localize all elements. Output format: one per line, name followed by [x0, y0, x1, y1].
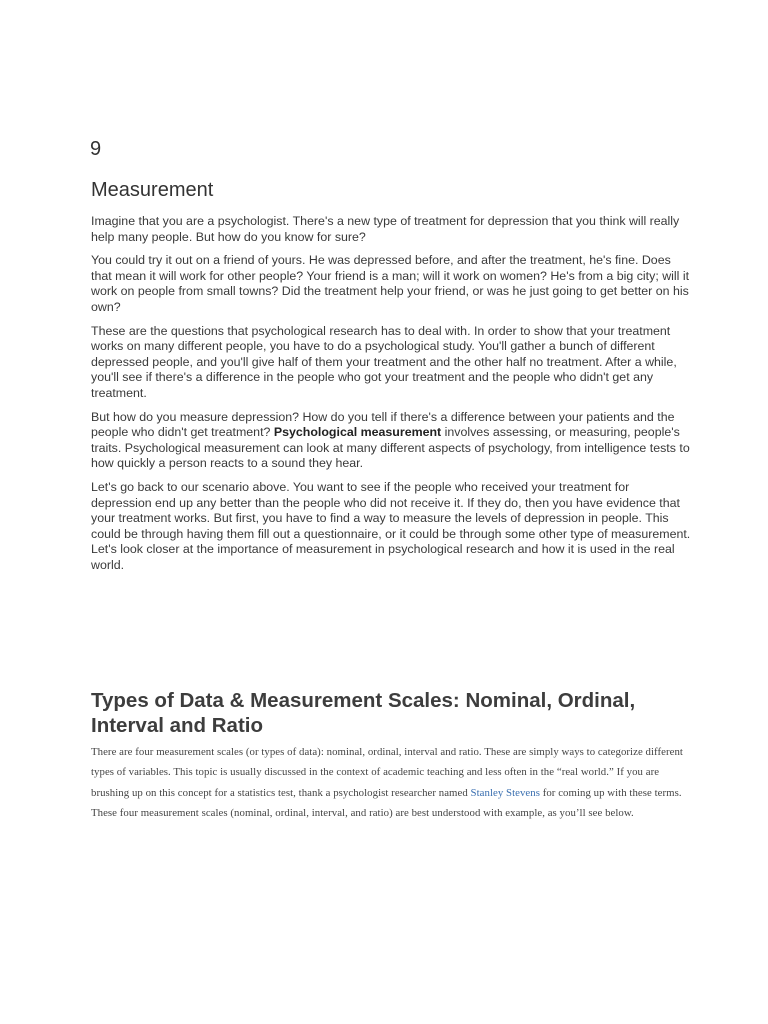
section-heading-types-of-data: Types of Data & Measurement Scales: Nominal, Ordinal, Interval and Ratio — [91, 689, 636, 737]
paragraph-2: You could try it out on a friend of yours. He was depressed before, and after the treatment, he's fine. Does that mean it will work for other people? Your friend is a man; will it work on women? He's from a big city; will it work on people from small towns? Did the treatment help your friend, or was he just going to get better on his own? — [91, 253, 690, 314]
measurement-body — [91, 214, 691, 581]
types-body-text-start: There are four measurement scales (or types of data): nominal, ordinal, interval and ratio. These are simply ways to categorize different types of variables. This topic is usually discussed in the context of academic teaching and less often in the “real world.” If you are brushing up on this concept for a statistics test, thank a psychologist researcher named — [91, 746, 683, 799]
stanley-stevens-link[interactable]: Stanley Stevens — [470, 786, 540, 799]
psychological-measurement-term: Psychological measurement — [273, 425, 442, 440]
types-body — [91, 742, 691, 824]
paragraph-3: These are the questions that psychological research has to deal with. In order to show that your treatment works on many different people, you have to do a psychological study. You'll gather a bunch of different depressed people, and you'll give half of them your treatment and the other half no treatment. After a while, you'll see if there's a difference in the people who got your treatment and the people who didn't get any treatment. — [91, 323, 677, 400]
paragraph-5: Let's go back to our scenario above. You want to see if the people who received your treatment for depression end up any better than the people who did not receive it. If they do, then you have evidence that your treatment works. But first, you have to find a way to measure the levels of depression in people. This could be through having them fill out a questionnaire, or it could be through some other type of measurement. Let's look closer at the importance of measurement in psychological research and how it is used in the real world. — [91, 479, 691, 572]
paragraph-1: Imagine that you are a psychologist. There's a new type of treatment for depression that you think will really help many people. But how do you know for sure? — [91, 214, 680, 244]
section-heading-measurement: Measurement — [91, 179, 214, 201]
page-number: 9 — [90, 138, 102, 160]
paragraph-4 — [91, 410, 691, 472]
paragraph-4-text-start: But how do you measure depression? How do you tell if there's a difference between your patients and the people who didn't get treatment? — [91, 409, 675, 440]
paragraph-4-text-end: involves assessing, or measuring, people's traits. Psychological measurement can look at many different aspects of psychology, from intelligence tests to how quickly a person reacts to a sound they hear. — [91, 425, 690, 471]
types-body-text-end: for coming up with these terms. These four measurement scales (nominal, ordinal, interval, and ratio) are best understood with example, as you’ll see below. — [91, 786, 682, 820]
